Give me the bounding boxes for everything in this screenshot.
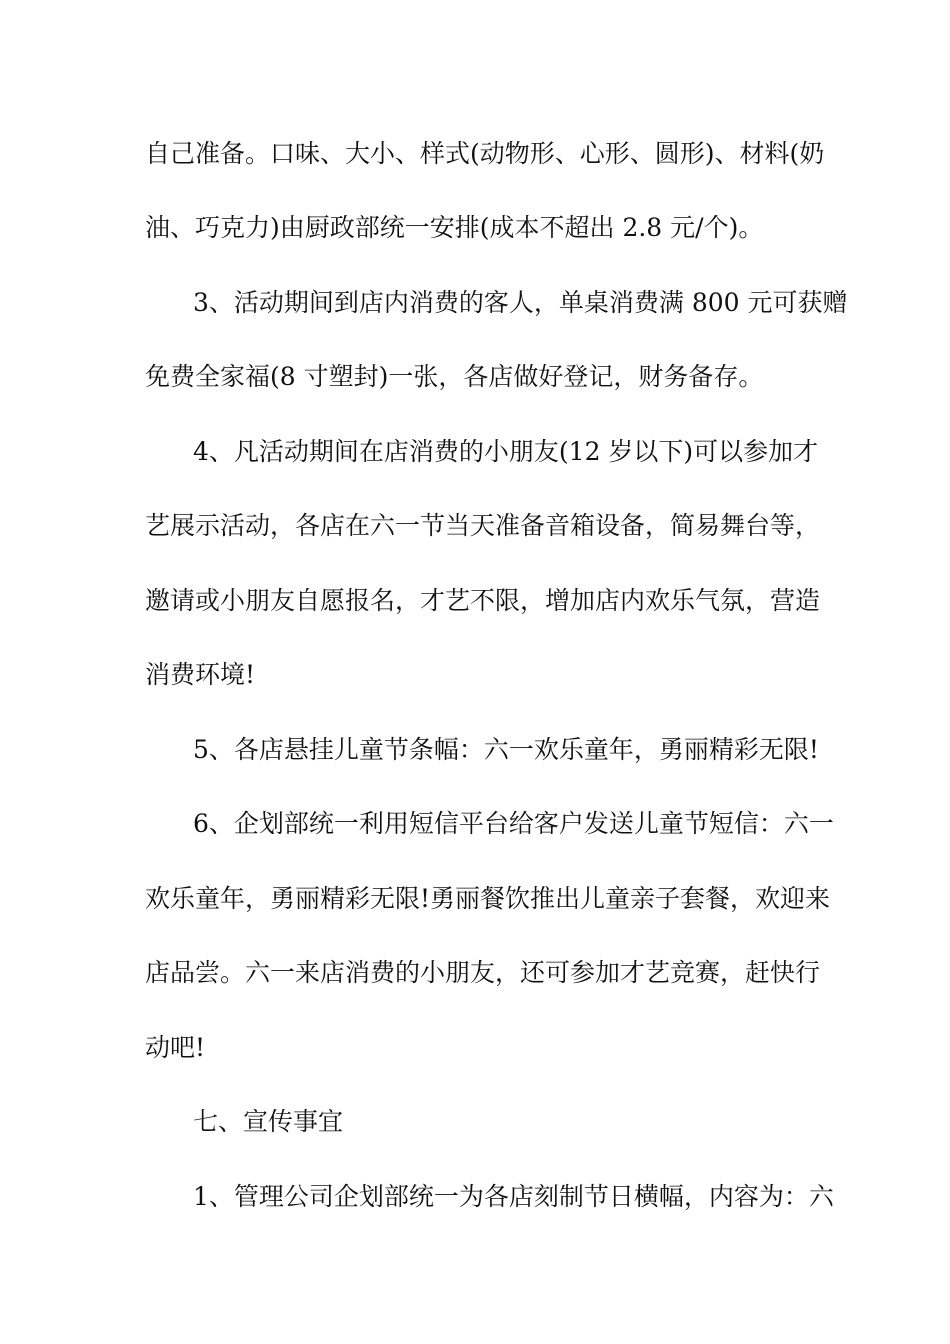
paragraph-line: 欢乐童年，勇丽精彩无限!勇丽餐饮推出儿童亲子套餐，欢迎来 [145, 884, 831, 913]
paragraph-line: 自己准备。口味、大小、样式(动物形、心形、圆形)、材料(奶 [145, 139, 825, 168]
paragraph-line: 免费全家福(8 寸塑封)一张，各店做好登记，财务备存。 [145, 362, 764, 391]
paragraph-line: 消费环境! [145, 660, 256, 689]
paragraph-line: 4、凡活动期间在店消费的小朋友(12 岁以下)可以参加才 [193, 437, 819, 466]
section-heading: 七、宣传事宜 [193, 1107, 344, 1136]
paragraph-line: 邀请或小朋友自愿报名，才艺不限，增加店内欢乐气氛，营造 [145, 586, 821, 615]
paragraph-line: 动吧! [145, 1033, 206, 1062]
paragraph-line: 3、活动期间到店内消费的客人，单桌消费满 800 元可获赠 [193, 288, 848, 317]
paragraph-line: 油、巧克力)由厨政部统一安排(成本不超出 2.8 元/个)。 [145, 213, 764, 242]
paragraph-line: 6、企划部统一利用短信平台给客户发送儿童节短信：六一 [193, 809, 834, 838]
paragraph-line: 艺展示活动，各店在六一节当天准备音箱设备，简易舞台等， [145, 511, 821, 540]
paragraph-line: 店品尝。六一来店消费的小朋友，还可参加才艺竞赛，赶快行 [145, 958, 821, 987]
paragraph-line: 5、各店悬挂儿童节条幅：六一欢乐童年，勇丽精彩无限! [193, 735, 819, 764]
paragraph-line: 1、管理公司企划部统一为各店刻制节日横幅，内容为：六 [193, 1182, 834, 1211]
